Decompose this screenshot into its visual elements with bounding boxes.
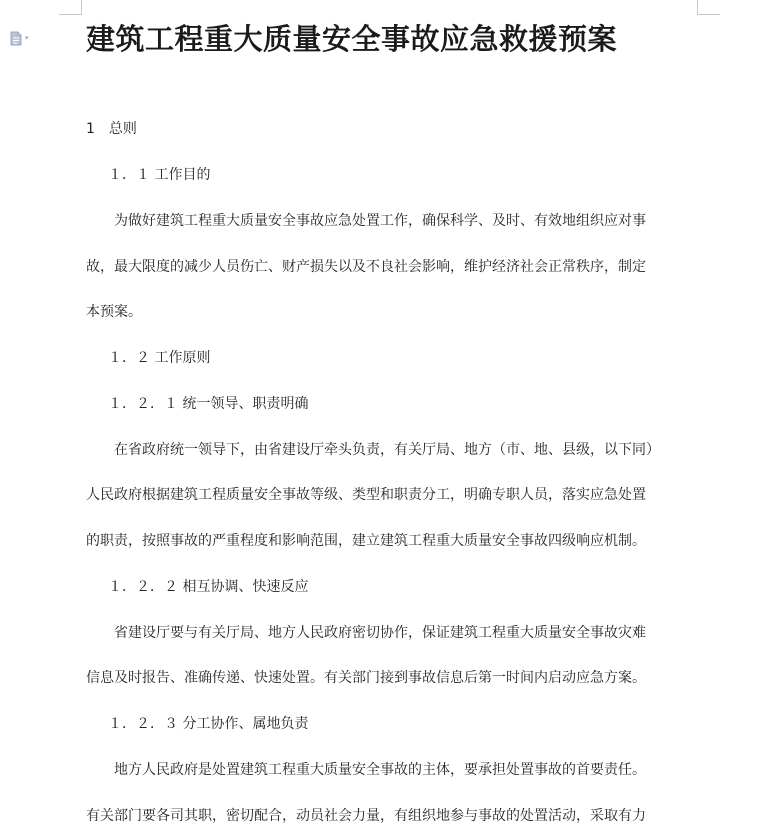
crop-mark-right: [697, 0, 720, 15]
paragraph-line: 省建设厅要与有关厅局、地方人民政府密切协作，保证建筑工程重大质量安全事故灾难: [86, 625, 646, 641]
paragraph-line: 信息及时报告、准确传递、快速处置。有关部门接到事故信息后第一时间内启动应急方案。: [86, 670, 646, 686]
paragraph-line: 人民政府根据建筑工程质量安全事故等级、类型和职责分工，明确专职人员，落实应急处置: [86, 487, 646, 503]
paragraph-line: 在省政府统一领导下，由省建设厅牵头负责，有关厅局、地方（市、地、县级，以下同）: [86, 442, 660, 458]
subsection-heading: １．２ 工作原则: [108, 350, 211, 366]
document-title: 建筑工程重大质量安全事故应急救援预案: [86, 22, 618, 56]
paragraph-line: 为做好建筑工程重大质量安全事故应急处置工作，确保科学、及时、有效地组织应对事: [86, 213, 646, 229]
chevron-down-icon: ▾: [25, 33, 29, 42]
subsection-heading: １．１ 工作目的: [108, 167, 211, 183]
paragraph-line: 有关部门要各司其职，密切配合，动员社会力量，有组织地参与事故的处置活动，采取有力: [86, 808, 646, 824]
subsection-heading: １．２．３ 分工协作、属地负责: [108, 716, 309, 732]
subsection-heading: １．２．２ 相互协调、快速反应: [108, 579, 309, 595]
paragraph-line: 的职责，按照事故的严重程度和影响范围，建立建筑工程重大质量安全事故四级响应机制。: [86, 533, 646, 549]
subsection-heading: １．２．１ 统一领导、职责明确: [108, 396, 309, 412]
paragraph-line: 本预案。: [86, 304, 142, 320]
paragraph-line: 地方人民政府是处置建筑工程重大质量安全事故的主体，要承担处置事故的首要责任。: [86, 762, 646, 778]
crop-mark-left: [59, 0, 82, 15]
paragraph-line: 故，最大限度的减少人员伤亡、财产损失以及不良社会影响，维护经济社会正常秩序，制定: [86, 259, 646, 275]
document-navigation-button[interactable]: [10, 29, 44, 47]
section-heading: 1 总则: [86, 121, 137, 137]
document-icon: [10, 31, 22, 46]
